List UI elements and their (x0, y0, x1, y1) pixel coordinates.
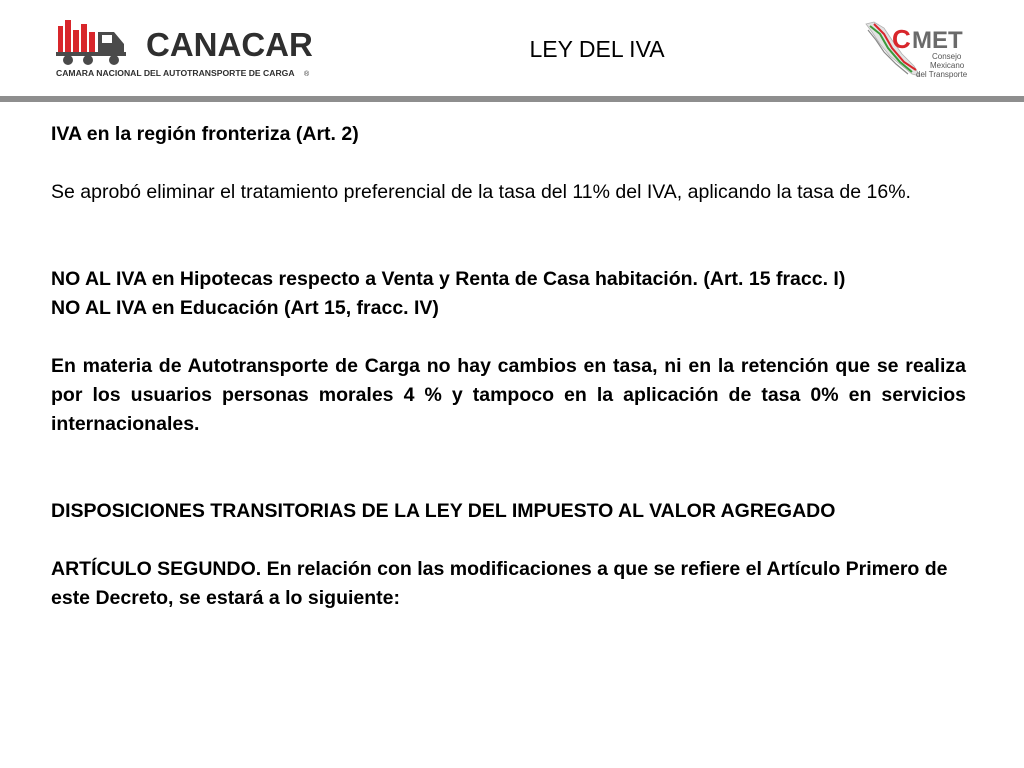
heading-transitory-provisions: DISPOSICIONES TRANSITORIAS DE LA LEY DEL IMPUESTO AL VALOR AGREGADO (51, 500, 836, 522)
cmet-logo (862, 18, 978, 80)
canacar-wordmark: CANACAR (146, 26, 313, 63)
paragraph-rate-change: Se aprobó eliminar el tratamiento preferencial de la tasa del 11% del IVA, aplicando la tasa de 16%. (51, 181, 911, 203)
paragraph-mortgage-exemption: NO AL IVA en Hipotecas respecto a Venta y Renta de Casa habitación. (Art. 15 fracc. I) (51, 268, 846, 290)
paragraph-article-two: ARTÍCULO SEGUNDO. En relación con las modificaciones a que se refiere el Artículo Primero de este Decreto, se estará a lo siguiente: (51, 558, 948, 609)
cmet-wordmark-c: C (892, 24, 911, 54)
canacar-tagline: CAMARA NACIONAL DEL AUTOTRANSPORTE DE CARGA (56, 68, 295, 78)
page-title: LEY DEL IVA (529, 36, 665, 62)
cmet-line3: del Transporte (916, 70, 968, 79)
heading-border-region: IVA en la región fronteriza (Art. 2) (51, 123, 359, 145)
cmet-line1: Consejo (932, 52, 962, 61)
cmet-wordmark-rest: MET (912, 27, 963, 54)
cmet-line2: Mexicano (930, 61, 965, 70)
registered-mark: ® (304, 71, 310, 78)
paragraph-education-exemption: NO AL IVA en Educación (Art 15, fracc. IV) (51, 297, 439, 319)
slide-body (51, 120, 966, 613)
paragraph-freight-transport: En materia de Autotransporte de Carga no hay cambios en tasa, ni en la retención que se realiza por los usuarios personas morales 4 % y tampoco en la aplicación de tasa 0% en servicios internacionales. (51, 355, 966, 435)
header-divider (0, 96, 1024, 102)
